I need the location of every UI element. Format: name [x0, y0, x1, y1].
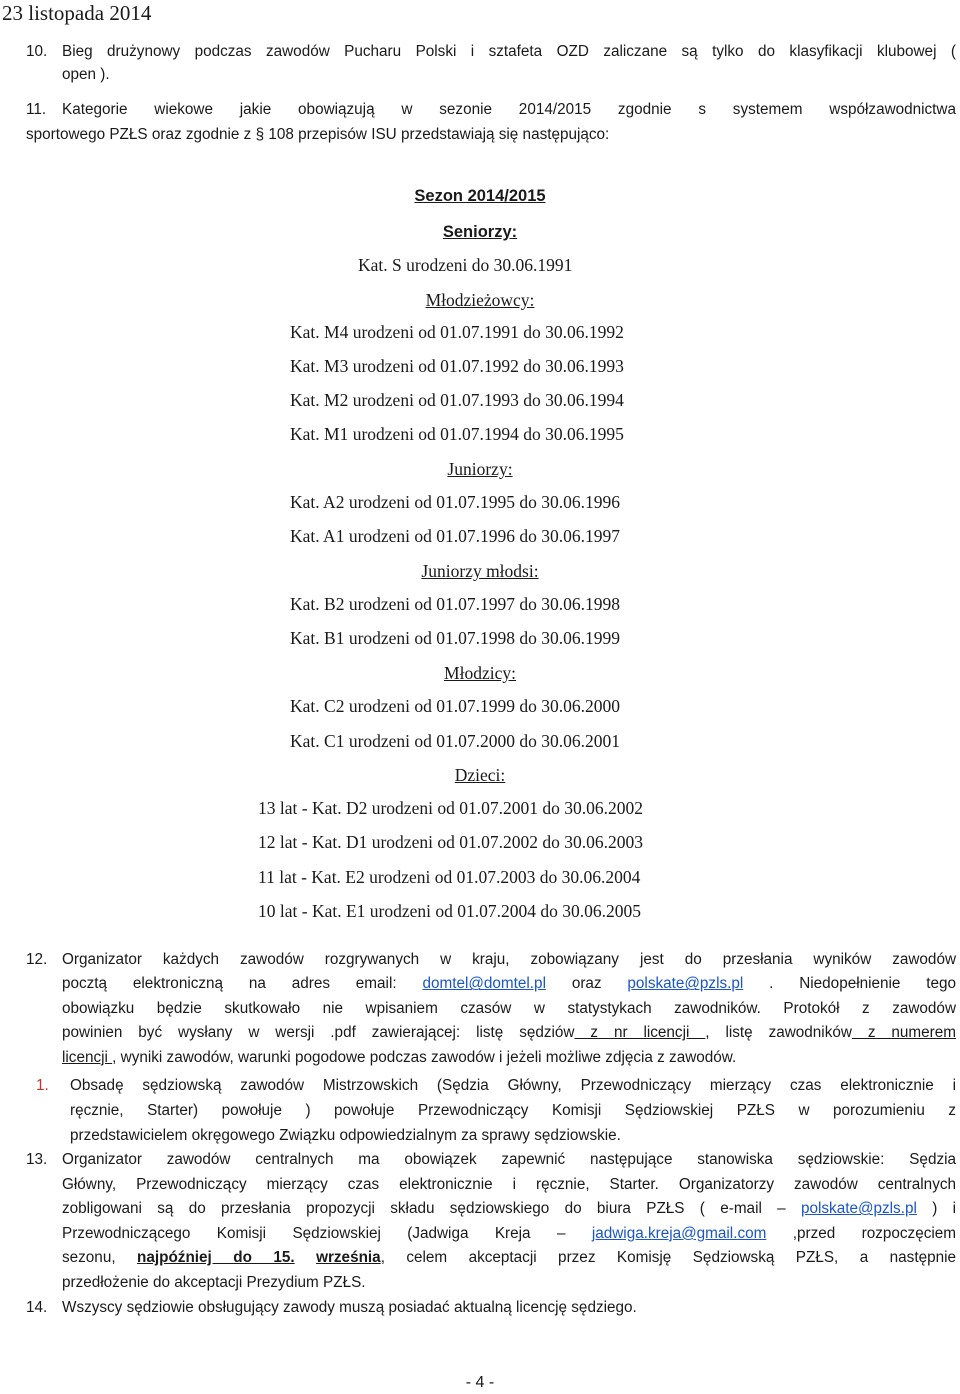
paragraph-line: przedstawicielem okręgowego Związku odpowiedzialnym za sprawy sędziowskie.: [70, 1127, 621, 1144]
category-line: Kat. A1 urodzeni od 01.07.1996 do 30.06.1997: [290, 526, 621, 546]
paragraph-line: Główny, Przewodniczący mierzący czas elektronicznie i ręcznie, Starter. Organizatorzy zawodów centralnych: [62, 1175, 956, 1193]
email-link[interactable]: domtel@domtel.pl: [422, 975, 546, 993]
category-line: Kat. M4 urodzeni od 01.07.1991 do 30.06.1992: [290, 322, 624, 342]
category-line: Kat. C1 urodzeni od 01.07.2000 do 30.06.2001: [290, 731, 621, 751]
item-number: 1.: [36, 1077, 49, 1094]
paragraph-line: pocztą elektroniczną na adres email: domtel@domtel.pl oraz polskate@pzls.pl . Niedopełnienie tego: [62, 975, 957, 993]
paragraph-line: Organizator każdych zawodów rozgrywanych w kraju, zobowiązany jest do przesłania wyników zawodów: [62, 951, 956, 968]
paragraph-line: open ).: [62, 66, 110, 83]
category-line: 12 lat - Kat. D1 urodzeni od 01.07.2002 do 30.06.2003: [258, 832, 643, 852]
paragraph-line: zobligowani są do przesłania propozycji składu sędziowskiego do biura PZŁS ( e-mail – polskate@pzls.pl ) i: [62, 1200, 956, 1218]
category-line: Kat. M3 urodzeni od 01.07.1992 do 30.06.1993: [290, 356, 624, 376]
category-line: 13 lat - Kat. D2 urodzeni od 01.07.2001 do 30.06.2002: [258, 798, 643, 818]
season-title: Sezon 2014/2015: [414, 187, 546, 205]
paragraph-line: sportowego PZŁS oraz zgodnie z § 108 przepisów ISU przedstawiają się następująco:: [26, 126, 610, 143]
paragraph-12: [26, 948, 956, 1070]
category-line: Kat. B1 urodzeni od 01.07.1998 do 30.06.1999: [290, 628, 621, 648]
dzieci-heading: Dzieci:: [454, 765, 506, 785]
item-number: 10.: [26, 43, 48, 60]
paragraph-14: [26, 1296, 956, 1320]
paragraph-line: Kategorie wiekowe jakie obowiązują w sezonie 2014/2015 zgodnie s systemem współzawodnictwa: [62, 101, 956, 118]
paragraph-line: licencji , wyniki zawodów, warunki pogodowe podczas zawodów i jeżeli możliwe zdjęcia z zawodów.: [62, 1048, 737, 1066]
mlodziezowcy-heading: Młodzieżowcy:: [425, 290, 535, 310]
paragraph-line: sezonu, najpóźniej do 15. września, celem akceptacji przez Komisję Sędziowską PZŁS, a następnie: [62, 1249, 957, 1267]
email-link[interactable]: jadwiga.kreja@gmail.com: [591, 1224, 767, 1242]
item-number: 14.: [26, 1299, 48, 1316]
category-line: 10 lat - Kat. E1 urodzeni od 01.07.2004 do 30.06.2005: [258, 901, 642, 921]
category-line: Kat. B2 urodzeni od 01.07.1997 do 30.06.1998: [290, 594, 621, 614]
paragraph-1: [26, 1073, 956, 1148]
paragraph-line: Przewodniczącego Komisji Sędziowskiej (Jadwiga Kreja – jadwiga.kreja@gmail.com ,przed rozpoczęciem: [62, 1224, 957, 1242]
paragraph-line: Organizator zawodów centralnych ma obowiązek zapewnić następujące stanowiska sędziowskie: Sędzia: [62, 1151, 956, 1168]
category-line: Kat. M1 urodzeni od 01.07.1994 do 30.06.1995: [290, 424, 624, 444]
item-number: 13.: [26, 1151, 48, 1168]
page-date: 23 listopada 2014: [2, 1, 152, 25]
category-line: 11 lat - Kat. E2 urodzeni od 01.07.2003 do 30.06.2004: [258, 867, 641, 887]
juniorzy-heading: Juniorzy:: [447, 459, 513, 479]
email-link[interactable]: polskate@pzls.pl: [801, 1200, 917, 1218]
paragraph-13: [26, 1148, 956, 1296]
paragraph-line: Obsadę sędziowską zawodów Mistrzowskich (Sędzia Główny, Przewodniczący mierzący czas elektronicznie i: [70, 1077, 956, 1094]
item-number: 11.: [26, 101, 47, 118]
paragraph-line: powinien być wysłany w wersji .pdf zawierającej: listę sędziów z nr licencji , listę zawodników z numerem: [62, 1024, 957, 1042]
category-line: Kat. C2 urodzeni od 01.07.1999 do 30.06.2000: [290, 696, 621, 716]
paragraph-line: przedłożenie do akceptacji Prezydium PZŁS.: [62, 1273, 366, 1291]
category-line: Kat. S urodzeni do 30.06.1991: [358, 255, 573, 275]
paragraph-line: Wszyscy sędziowie obsługujący zawody muszą posiadać aktualną licencję sędziego.: [62, 1299, 637, 1316]
category-line: Kat. M2 urodzeni od 01.07.1993 do 30.06.1994: [290, 390, 624, 410]
paragraph-line: ręcznie, Starter) powołuje ) powołuje Przewodniczący Komisji Sędziowskiej PZŁS w porozumieniu z: [70, 1102, 956, 1119]
juniorzy-mlodsi-heading: Juniorzy młodsi:: [421, 561, 539, 581]
page-number: - 4 -: [465, 1374, 495, 1391]
paragraph-line: obowiązku będzie skutkowało nie wpisaniem czasów w statystykach zawodników. Protokół z zawodów: [62, 999, 956, 1017]
paragraph-10: [26, 40, 956, 86]
item-number: 12.: [26, 951, 48, 968]
email-link[interactable]: polskate@pzls.pl: [627, 975, 744, 993]
mlodzicy-heading: Młodzicy:: [444, 663, 516, 683]
deadline-text: najpóźniej do 15.: [137, 1249, 295, 1267]
category-line: Kat. A2 urodzeni od 01.07.1995 do 30.06.1996: [290, 492, 621, 512]
seniorzy-heading: Seniorzy:: [442, 223, 518, 241]
deadline-month: września: [316, 1249, 381, 1267]
paragraph-line: Bieg drużynowy podczas zawodów Pucharu Polski i sztafeta OZD zaliczane są tylko do klasyfikacji klubowej (: [62, 43, 956, 60]
paragraph-11: [26, 97, 956, 122]
